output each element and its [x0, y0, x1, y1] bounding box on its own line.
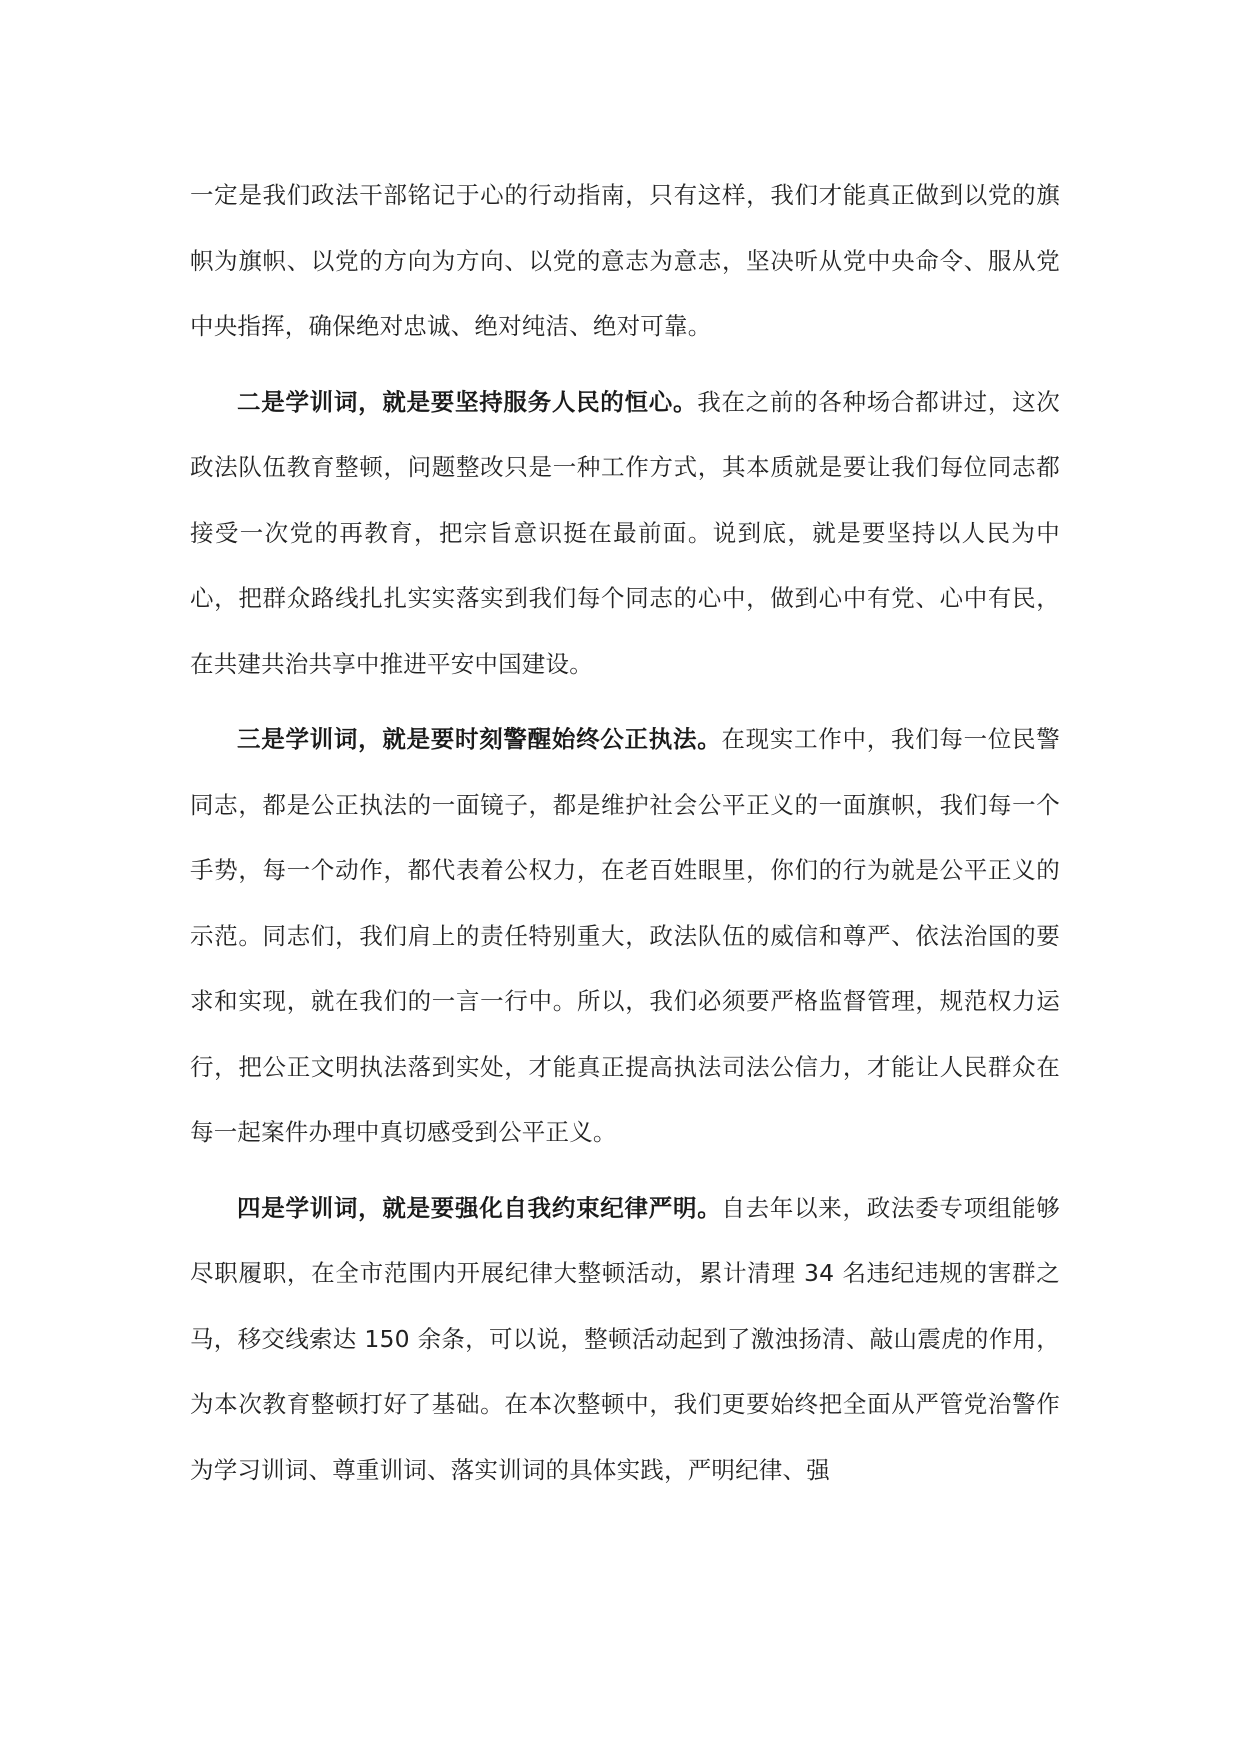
document-body — [190, 163, 1060, 1503]
paragraph-4-body: 自去年以来，政法委专项组能够尽职履职，在全市范围内开展纪律大整顿活动，累计清理 34 名违纪违规的害群之马，移交线索达 150 余条，可以说，整顿活动起到了激浊扬清、敲山震虎的作用，为本次教育整顿打好了基础。在本次整顿中，我们更要始终把全面从严管党治警作为学习训词、尊重训词、落实训词的具体实践，严明纪律、强 — [190, 1193, 1060, 1484]
paragraph-4 — [190, 1176, 1060, 1504]
paragraph-2-body: 我在之前的各种场合都讲过，这次政法队伍教育整顿，问题整改只是一种工作方式，其本质就是要让我们每位同志都接受一次党的再教育，把宗旨意识挺在最前面。说到底，就是要坚持以人民为中心，把群众路线扎扎实实落实到我们每个同志的心中，做到心中有党、心中有民，在共建共治共享中推进平安中国建设。 — [190, 387, 1060, 678]
paragraph-3-lead: 三是学训词，就是要时刻警醒始终公正执法。 — [237, 725, 722, 753]
paragraph-2-lead: 二是学训词，就是要坚持服务人民的恒心。 — [237, 387, 698, 416]
paragraph-3 — [190, 707, 1060, 1166]
paragraph-4-lead: 四是学训词，就是要强化自我约束纪律严明。 — [237, 1193, 722, 1222]
paragraph-2 — [190, 370, 1060, 698]
paragraph-1-body: 一定是我们政法干部铭记于心的行动指南，只有这样，我们才能真正做到以党的旗帜为旗帜、以党的方向为方向、以党的意志为意志，坚决听从党中央命令、服从党中央指挥，确保绝对忠诚、绝对纯洁、绝对可靠。 — [190, 181, 1060, 340]
paragraph-1 — [190, 163, 1060, 360]
paragraph-3-body: 在现实工作中，我们每一位民警同志，都是公正执法的一面镜子，都是维护社会公平正义的一面旗帜，我们每一个手势，每一个动作，都代表着公权力，在老百姓眼里，你们的行为就是公平正义的示范。同志们，我们肩上的责任特别重大，政法队伍的威信和尊严、依法治国的要求和实现，就在我们的一言一行中。所以，我们必须要严格监督管理，规范权力运行，把公正文明执法落到实处，才能真正提高执法司法公信力，才能让人民群众在每一起案件办理中真切感受到公平正义。 — [190, 725, 1060, 1146]
